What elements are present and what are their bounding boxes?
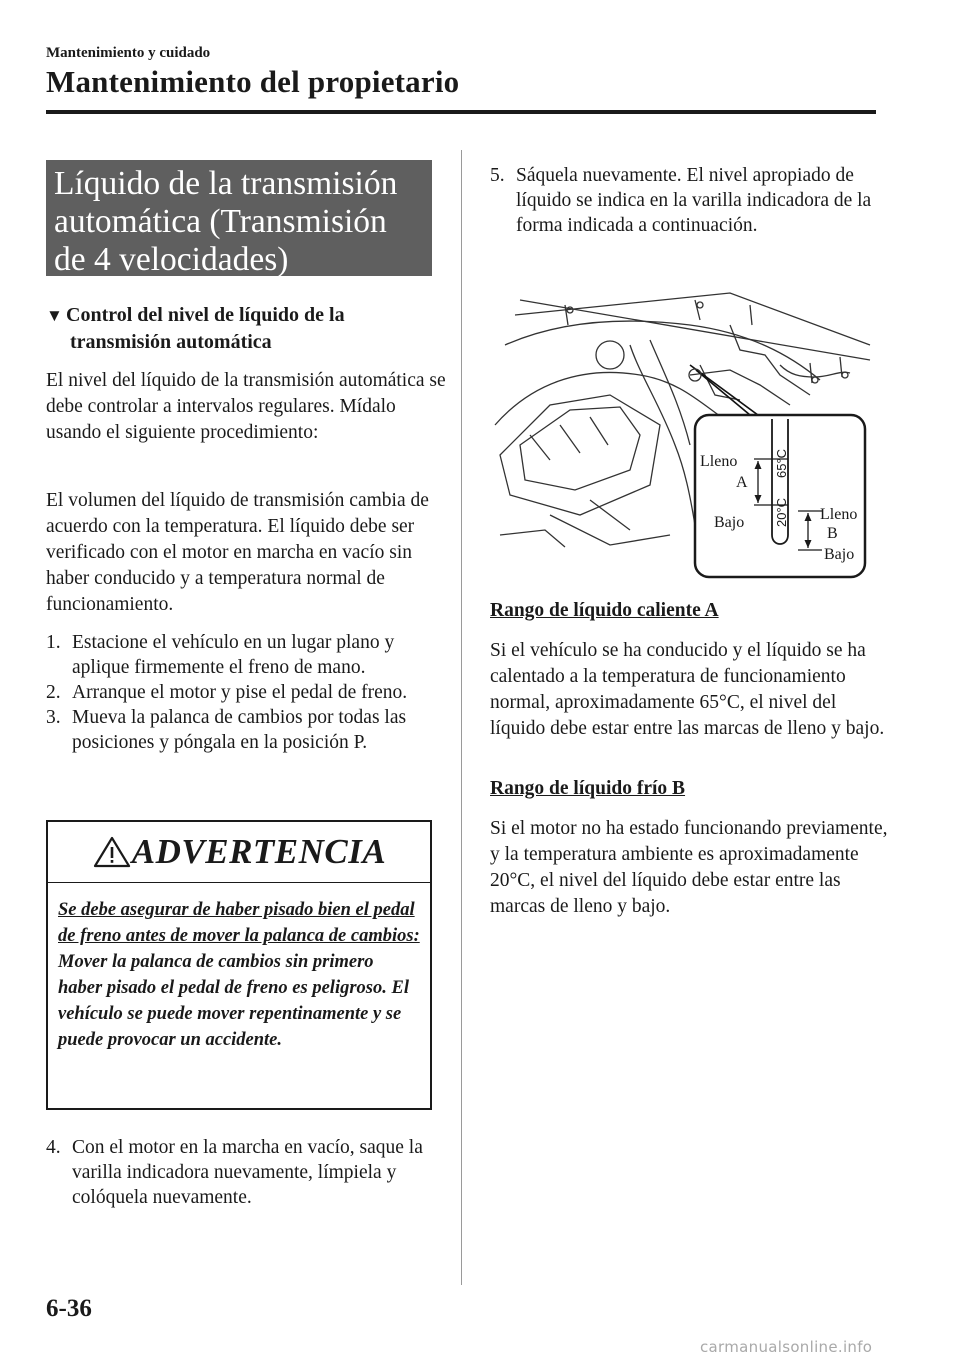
step-number: 3. — [46, 707, 61, 728]
intro-paragraph-2: El volumen del líquido de transmisión cambia de acuerdo con la temperatura. El líquido debe ser verificado con el motor en marcha en vacío sin haber conducido y a temperatura normal de funcionamiento. — [46, 490, 429, 615]
column-divider — [461, 150, 462, 1285]
bajo-a-label: Bajo — [714, 514, 745, 531]
header-rule — [46, 110, 876, 114]
section-label: Mantenimiento y cuidado — [46, 45, 211, 61]
section-title-line1: Líquido de la transmisión — [54, 165, 398, 202]
warning-body — [48, 883, 430, 1053]
step-number: 5. — [490, 165, 505, 186]
warning-header — [48, 822, 430, 883]
warning-text: Mover la palanca de cambios sin primero haber pisado el pedal de freno es peligroso. El vehículo se puede mover repentinamente y se puede provocar un accidente. — [58, 952, 409, 1050]
bajo-b-label: Bajo — [824, 546, 855, 563]
range-cold-text: Si el motor no ha estado funcionando previamente, y la temperatura ambiente es aproximadamente 20°C, el nivel del líquido debe estar entre las marcas de lleno y bajo. — [490, 818, 888, 917]
warning-title: ADVERTENCIA — [131, 832, 387, 871]
step-number: 2. — [46, 682, 61, 703]
step-text: Estacione el vehículo en un lugar plano y aplique firmemente el freno de mano. — [72, 632, 395, 678]
step-text: Arranque el motor y pise el pedal de freno. — [72, 682, 408, 703]
steps-list — [46, 630, 446, 755]
intro-paragraph-1: El nivel del líquido de la transmisión automática se debe controlar a intervalos regulares. Mídalo usando el siguiente procedimiento: — [46, 370, 446, 443]
mark-20c-label: 20°C — [774, 497, 789, 527]
warning-triangle-icon — [92, 835, 132, 869]
watermark: carmanualsonline.info — [700, 1338, 873, 1356]
step-text: Sáquela nuevamente. El nivel apropiado de líquido se indica en la varilla indicadora de la forma indicada a continuación. — [516, 165, 872, 236]
step-number: 1. — [46, 632, 61, 653]
step-text: Con el motor en la marcha en vacío, saque la varilla indicadora nuevamente, límpiela y colóquela nuevamente. — [72, 1137, 423, 1208]
warning-box — [46, 820, 432, 1110]
warning-lead: Se debe asegurar de haber pisado bien el pedal de freno antes de mover la palanca de cambios: — [58, 900, 420, 946]
subheading-line2: transmisión automática — [70, 331, 272, 353]
step-item-1 — [46, 630, 446, 680]
range-hot-heading: Rango de líquido caliente A — [490, 600, 719, 621]
lleno-b-label: Lleno — [820, 506, 858, 523]
lleno-a-label: Lleno — [700, 453, 738, 470]
step-item-2 — [46, 680, 446, 705]
step-number: 4. — [46, 1137, 61, 1158]
step-item-3 — [46, 705, 446, 755]
range-cold-heading: Rango de líquido frío B — [490, 778, 686, 799]
range-b-label: B — [827, 525, 838, 542]
section-title-line2: automática (Transmisión — [54, 203, 387, 240]
range-hot-text: Si el vehículo se ha conducido y el líquido se ha calentado a la temperatura de funcionamiento normal, aproximadamente 65°C, el nivel del líquido debe estar entre las marcas de lleno y bajo. — [490, 640, 885, 739]
mark-65c-label: 65°C — [774, 448, 789, 478]
triangle-down-icon: ▼ — [46, 306, 63, 325]
section-title-box — [46, 160, 432, 276]
subheading — [46, 302, 446, 355]
dipstick-diagram — [490, 285, 875, 585]
range-a-label: A — [736, 474, 748, 491]
page-number: 6-36 — [46, 1295, 92, 1322]
step-item-5 — [490, 163, 890, 238]
section-title-line3: de 4 velocidades) — [54, 241, 289, 278]
step-text: Mueva la palanca de cambios por todas las posiciones y póngala en la posición P. — [72, 707, 407, 753]
step-item-4 — [46, 1135, 446, 1210]
page-title: Mantenimiento del propietario — [46, 64, 460, 99]
subheading-line1: Control del nivel de líquido de la — [66, 304, 345, 326]
